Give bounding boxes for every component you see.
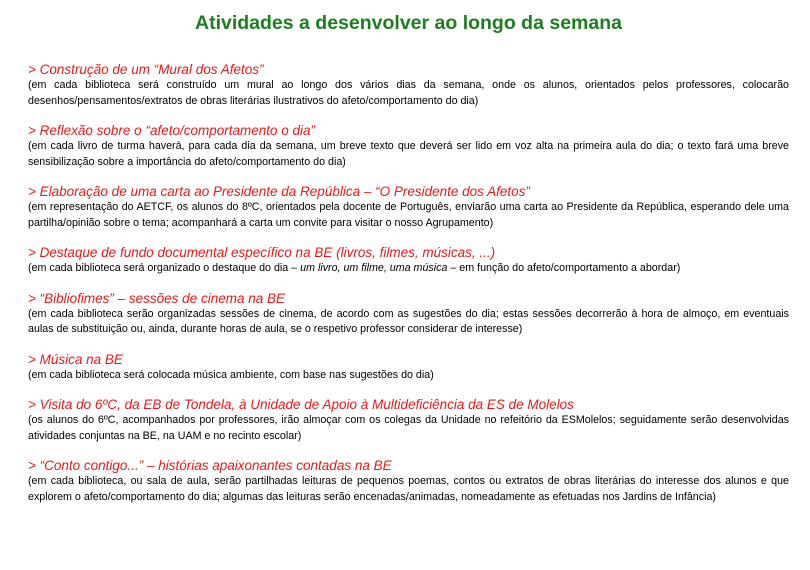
- activity-description: (em cada biblioteca serão organizadas sessões de cinema, de acordo com as sugestões do dia; estas sessões decorrerão à hora de almoço, em eventuais aulas de substituição ou, ainda, durante horas de aula, se o respetivo professor considerar de interesse): [28, 307, 789, 335]
- activity-conto-contigo: [28, 457, 789, 505]
- activity-description: (em representação do AETCF, os alunos do 8ºC, orientados pela docente de Português, enviarão uma carta ao Presidente da República, esperando dele uma partilha/opinião sobre o tema; acompanhará a carta um convite para visitar o nosso Agrupamento): [28, 201, 789, 229]
- activity-heading: > Reflexão sobre o “afeto/comportamento o dia”: [28, 123, 316, 138]
- activity-description: (os alunos do 6ºC, acompanhados por professores, irão almoçar com os colegas da Unidade no refeitório da ESMolelos; seguidamente serão desenvolvidas atividades conjuntas na BE, na UAM e no recinto escolar): [28, 414, 789, 442]
- activity-heading: > Visita do 6ºC, da EB de Tondela, à Unidade de Apoio à Multideficiência da ES de Molelos: [28, 397, 574, 412]
- activity-heading: > Música na BE: [28, 351, 123, 367]
- description-emphasis: um livro, um filme, uma música: [300, 262, 448, 274]
- activity-visita-6c: [28, 396, 789, 444]
- page-title: Atividades a desenvolver ao longo da semana: [195, 12, 622, 34]
- activity-heading: > Elaboração de uma carta ao Presidente da República – “O Presidente dos Afetos”: [28, 184, 530, 199]
- activity-description: (em cada livro de turma haverá, para cada dia da semana, um breve texto que deverá ser lido em voz alta na primeira aula do dia; o texto fará uma breve sensibilização sobre a importância do afeto/comportamento do dia): [28, 140, 789, 168]
- activity-heading: > “Conto contigo...” – histórias apaixonantes contadas na BE: [28, 458, 392, 473]
- activity-carta-presidente: [28, 183, 789, 231]
- activity-heading: > Destaque de fundo documental específico na BE (livros, filmes, músicas, ...): [28, 245, 496, 260]
- activity-description: (em cada biblioteca, ou sala de aula, serão partilhadas leituras de pequenos poemas, contos ou extratos de obras literárias do interesse dos alunos e que explorem o afeto/comportamento do dia; algumas das leituras serão encenadas/animadas, nomeadamente as efetuadas nos Jardins de Infância): [28, 475, 789, 503]
- description-text: (em cada biblioteca será organizado o destaque do dia –: [28, 262, 301, 274]
- activity-description: [28, 261, 789, 277]
- activity-heading: > Construção de um “Mural dos Afetos”: [28, 62, 264, 77]
- activity-description: (em cada biblioteca será construído um mural ao longo dos vários dias da semana, onde os alunos, orientados pelos professores, colocarão desenhos/pensamentos/extratos de obras literárias ilustrativos do afeto/comportamento do dia): [28, 79, 789, 107]
- activity-mural-dos-afetos: [28, 61, 789, 109]
- description-text: – em função do afeto/comportamento a abordar): [447, 262, 681, 274]
- activity-description: (em cada biblioteca será colocada música ambiente, com base nas sugestões do dia): [28, 368, 434, 381]
- activity-reflexao: [28, 122, 789, 170]
- activity-heading: > “Bibliofimes” – sessões de cinema na BE: [28, 290, 285, 306]
- activity-musica: [28, 351, 789, 384]
- activity-bibliofimes: [28, 290, 789, 338]
- activity-destaque-fundo-documental: [28, 244, 789, 277]
